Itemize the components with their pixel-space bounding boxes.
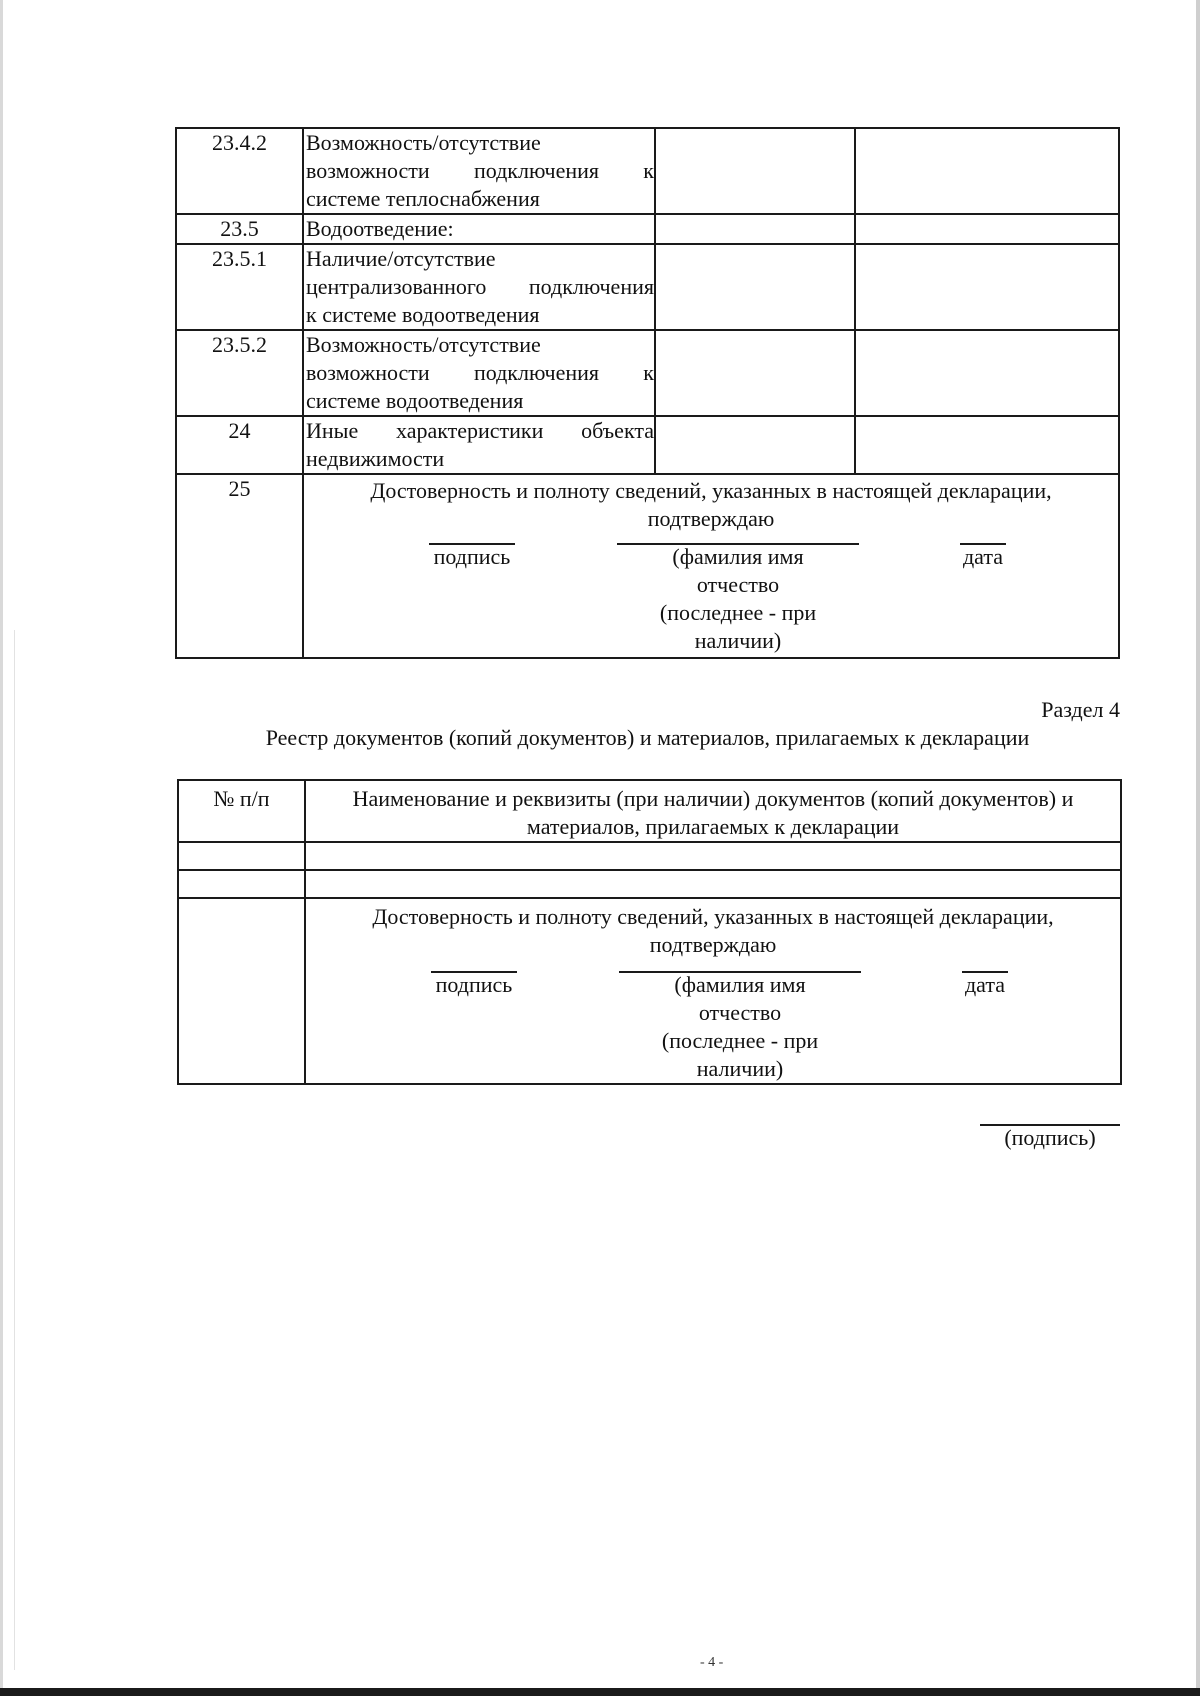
row-text-line: Наличие/отсутствие — [306, 246, 496, 271]
certification-row — [176, 474, 1119, 658]
table-row — [176, 128, 1119, 214]
table-row — [176, 330, 1119, 416]
row-number: 24 — [176, 416, 303, 474]
final-signature-label: (подпись) — [1004, 1125, 1096, 1150]
value-cell[interactable] — [655, 330, 855, 416]
documents-register-table — [177, 779, 1122, 1085]
date-label: дата — [964, 972, 1006, 997]
characteristics-table — [175, 127, 1120, 659]
document-name-cell[interactable] — [305, 842, 1121, 870]
table-row — [178, 870, 1121, 898]
name-label-line: (последнее - при — [659, 600, 817, 625]
row-text-line: Водоотведение: — [306, 216, 454, 241]
row-description — [303, 214, 655, 244]
date-label: дата — [962, 544, 1004, 569]
value-cell[interactable] — [655, 214, 855, 244]
name-label-line: отчество — [696, 572, 780, 597]
row-text-line: централизованного подключения — [306, 274, 654, 299]
value-cell[interactable] — [855, 214, 1119, 244]
table-row — [176, 244, 1119, 330]
row-description — [303, 416, 655, 474]
row-description — [303, 128, 655, 214]
signature-label: подпись — [433, 544, 511, 569]
header-number: № п/п — [178, 780, 305, 842]
name-label-line: отчество — [698, 1000, 782, 1025]
name-label-line: наличии) — [694, 628, 782, 653]
section-label: Раздел 4 — [1041, 697, 1120, 722]
value-cell[interactable] — [855, 244, 1119, 330]
row-text-line: системе водоотведения — [306, 388, 524, 413]
row-number: 23.5.1 — [176, 244, 303, 330]
row-number: 23.4.2 — [176, 128, 303, 214]
row-text-line: недвижимости — [306, 446, 445, 471]
row-description — [303, 330, 655, 416]
scan-edge — [0, 1688, 1200, 1696]
certification-cell — [303, 474, 1119, 658]
name-label-line: (последнее - при — [661, 1028, 819, 1053]
scan-edge — [14, 630, 15, 1670]
value-cell[interactable] — [855, 330, 1119, 416]
row-number: 23.5 — [176, 214, 303, 244]
row-number-cell[interactable] — [178, 870, 305, 898]
value-cell[interactable] — [655, 244, 855, 330]
value-cell[interactable] — [855, 128, 1119, 214]
table-row — [178, 842, 1121, 870]
certification-row — [178, 898, 1121, 1084]
name-label-line: наличии) — [696, 1056, 784, 1081]
page-number: - 4 - — [700, 1655, 724, 1670]
row-text-line: системе теплоснабжения — [306, 186, 540, 211]
certification-statement: Достоверность и полноту сведений, указанных в настоящей декларации, подтверждаю — [370, 478, 1052, 531]
row-number: 25 — [176, 474, 303, 658]
name-label — [638, 543, 838, 655]
row-text-line: к системе водоотведения — [306, 302, 540, 327]
row-number-cell[interactable] — [178, 842, 305, 870]
row-number: 23.5.2 — [176, 330, 303, 416]
value-cell[interactable] — [855, 416, 1119, 474]
row-text-line: Возможность/отсутствие — [306, 130, 541, 155]
row-text-line: Иные характеристики объекта — [306, 418, 654, 443]
table-row — [176, 214, 1119, 244]
name-label — [640, 971, 840, 1083]
name-label-line: (фамилия имя — [672, 544, 804, 569]
scan-edge — [1196, 0, 1200, 1696]
document-name-cell[interactable] — [305, 870, 1121, 898]
signature-block — [304, 533, 1118, 657]
scan-edge — [0, 0, 3, 1696]
row-text-line: возможности подключения к — [306, 360, 654, 385]
value-cell[interactable] — [655, 128, 855, 214]
row-description — [303, 244, 655, 330]
certification-cell — [305, 898, 1121, 1084]
row-number-cell — [178, 898, 305, 1084]
signature-label: подпись — [435, 972, 513, 997]
certification-statement: Достоверность и полноту сведений, указанных в настоящей декларации, подтверждаю — [372, 904, 1054, 957]
header-document-name: Наименование и реквизиты (при наличии) документов (копий документов) и материалов, прилагаемых к декларации — [305, 780, 1121, 842]
table-row — [176, 416, 1119, 474]
section-title: Реестр документов (копий документов) и материалов, прилагаемых к декларации — [265, 725, 1030, 750]
table-header-row — [178, 780, 1121, 842]
row-text-line: возможности подключения к — [306, 158, 654, 183]
name-label-line: (фамилия имя — [674, 972, 806, 997]
signature-block — [306, 959, 1120, 1083]
value-cell[interactable] — [655, 416, 855, 474]
row-text-line: Возможность/отсутствие — [306, 332, 541, 357]
